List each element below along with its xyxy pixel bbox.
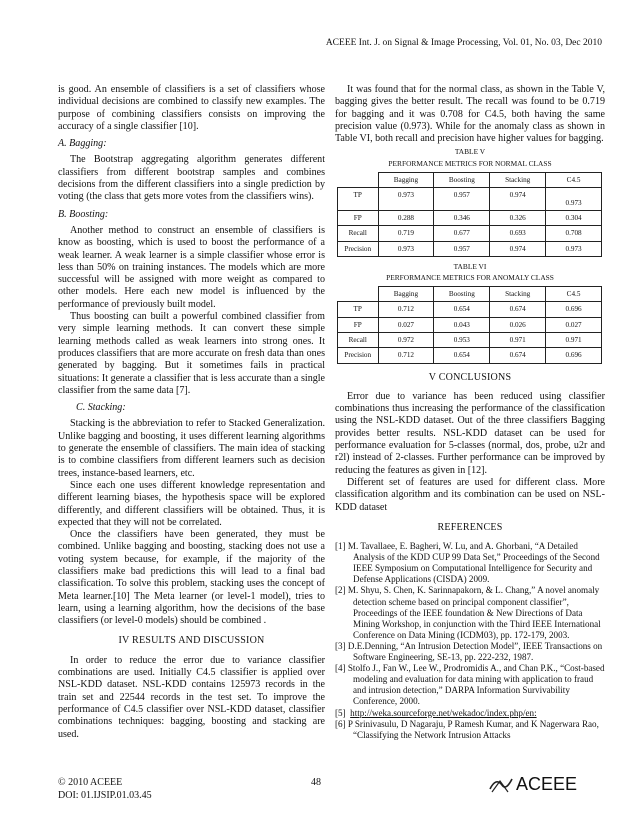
reference-item: [2] M. Shyu, S. Chen, K. Sarinnapakorn, & L. Chang,” A novel anomaly detection scheme based on principal component classifier”, Proceedings of the IEEE foundation & New Directions of Data Mining Workshop, in conjunction with the Third IEEE International Conference on Data Mining (ICDM03), pp. 172-179, 2003. <box>335 585 601 640</box>
table-cell: 0.712 <box>378 348 434 363</box>
reference-item: [6] P Srinivasulu, D Nagaraju, P Ramesh Kumar, and K Nagerwara Rao, “Classifying the Network Intrusion Attacks <box>335 718 599 740</box>
table-cell: 0.654 <box>434 348 490 363</box>
section-heading-results: IV RESULTS AND DISCUSSION <box>118 635 265 647</box>
table-cell: 0.677 <box>434 226 490 241</box>
table-header-cell: Bagging <box>378 172 434 187</box>
left-column <box>58 84 325 741</box>
logo-mark-icon <box>488 775 514 795</box>
table-row <box>338 187 602 210</box>
paragraph: It was found that for the normal class, as shown in the Table V, bagging gives the better result. The recall was found to be 0.719 for bagging and it was 0.708 for C4.5, both having the same precision value (0.973). While for the anomaly class as shown in Table VI, both recall and precision have higher values for bagging. <box>335 84 605 145</box>
row-label: FP <box>338 317 379 332</box>
table-header-cell: Boosting <box>434 172 490 187</box>
table-header-cell: Bagging <box>378 287 434 302</box>
table-cell: 0.043 <box>434 317 490 332</box>
reference-item: [4] Stolfo J., Fan W., Lee W., Prodromidis A., and Chan P.K., “Cost-based modeling and evaluation for data mining with application to fraud and intrusion detection,” DARPA Information Survivability Conference, 2000. <box>335 663 605 707</box>
table-row <box>338 241 602 256</box>
copyright: © 2010 ACEEE <box>58 777 123 788</box>
table-cell: 0.972 <box>378 332 434 347</box>
paragraph: is good. An ensemble of classifiers is a set of classifiers whose individual decisions are combined to classify new examples. The purpose of combining classifiers consists on improving the accuracy of a single classifier [10]. <box>58 84 325 132</box>
table-cell <box>546 187 602 210</box>
table-cell: 0.304 <box>546 210 602 225</box>
table-header-cell: C4.5 <box>546 172 602 187</box>
table-cell: 0.973 <box>378 241 434 256</box>
reference-link[interactable]: http://weka.sourceforge.net/wekadoc/index.php/en: <box>350 707 537 718</box>
table-number: TABLE VI <box>453 261 487 271</box>
table-corner-cell <box>338 287 379 302</box>
logo-text: ACEEE <box>516 774 578 794</box>
page-number: 48 <box>311 777 321 788</box>
subsection-heading-bagging: A. Bagging: <box>58 138 107 150</box>
row-label: Recall <box>338 226 379 241</box>
row-label: Precision <box>338 241 379 256</box>
table-row <box>338 317 602 332</box>
table-cell: 0.696 <box>546 348 602 363</box>
reference-item: [1] M. Tavallaee, E. Bagheri, W. Lu, and A. Ghorbani, “A Detailed Analysis of the KDD CUP 99 Data Set,” Proceedings of the Second IEEE Symposium on Computational Intelligence for Security and Defense Applications (CISDA) 2009. <box>335 541 600 585</box>
table-cell: 0.719 <box>378 226 434 241</box>
table-header-cell: Stacking <box>490 172 546 187</box>
table-cell: 0.693 <box>490 226 546 241</box>
footer <box>58 777 152 802</box>
paragraph: The Bootstrap aggregating algorithm generates different classifiers from different bootstrap samples and combines decisions from the different classifiers into a single prediction by voting (the class that gets more votes from the classifiers wins). <box>58 154 325 203</box>
table-row <box>338 226 602 241</box>
section-heading-references: REFERENCES <box>437 521 503 533</box>
row-label: FP <box>338 210 379 225</box>
paragraph: Thus boosting can built a powerful combined classifier from very simple learning methods. It can convert these simple learning methods called as weak learners into strong ones. It produces classifiers that are more accurate on fresh data than ones generated by bagging. But it sometimes fails in practical situations: It generate a classifier that is less accurate than a single classifier from the same data [7]. <box>58 311 325 396</box>
table-cell: 0.026 <box>490 317 546 332</box>
paragraph: Once the classifiers have been generated, they must be combined. Unlike bagging and boosting, stacking does not use a voting system because, for example, if the majority of the classifiers make bad predictions this will lead to a final bad classification. To solve this problem, stacking uses the concept of Meta learner.[10] The Meta learner (or level-1 model), tries to learn, using a learning algorithm, how the decisions of the base classifiers (or level-0 models) should be combined . <box>58 529 325 627</box>
table-cell: 0.973 <box>546 241 602 256</box>
aceee-logo <box>488 774 577 795</box>
table-cell: 0.027 <box>378 317 434 332</box>
table-header-cell: Stacking <box>490 287 546 302</box>
table-caption: PERFORMANCE METRICS FOR NORMAL CLASS <box>388 159 552 169</box>
table-header-cell: C4.5 <box>546 287 602 302</box>
table-cell: 0.712 <box>378 302 434 317</box>
table-normal-class <box>337 172 602 257</box>
table-header-cell: Boosting <box>434 287 490 302</box>
row-label: Recall <box>338 332 379 347</box>
table-caption: PERFORMANCE METRICS FOR ANOMALY CLASS <box>386 273 554 283</box>
paragraph: Different set of features are used for different class. More classification algorithm and its combination can be used on NSL-KDD dataset <box>335 476 605 513</box>
table-cell: 0.288 <box>378 210 434 225</box>
subsection-heading-stacking: C. Stacking: <box>76 402 126 414</box>
table-corner-cell <box>338 172 379 187</box>
running-head: ACEEE Int. J. on Signal & Image Processing, Vol. 01, No. 03, Dec 2010 <box>325 38 602 48</box>
paragraph: In order to reduce the error due to variance classifier combinations are used. Initially C4.5 classifier is applied over NSL-KDD dataset. NSL-KDD contains 125973 records in the train set and 22544 records in the test set. To improve the performance of C4.5 classifier over NSL-KDD dataset, classifier combinations techniques: bagging, boosting and stacking are used. <box>58 654 325 740</box>
paragraph: Stacking is the abbreviation to refer to Stacked Generalization. Unlike bagging and boosting, it uses different learning algorithms to generate the ensemble of classifiers. The main idea of stacking is to combine classifiers from different learners such as decision trees, instance-based learners, etc. <box>58 418 325 479</box>
table-cell-value: 0.973 <box>565 198 582 207</box>
table-row <box>338 332 602 347</box>
doi: DOI: 01.IJSIP.01.03.45 <box>58 789 152 801</box>
paragraph: Since each one uses different knowledge representation and different learning biases, the hypothesis space will be explored differently, and different classifiers will be obtained. Thus, it is expected that they will not be correlated. <box>58 479 325 528</box>
reference-list <box>335 541 605 741</box>
table-cell: 0.974 <box>490 187 546 210</box>
table-header-row <box>338 287 602 302</box>
table-cell: 0.674 <box>490 302 546 317</box>
subsection-heading-boosting: B. Boosting: <box>58 208 109 220</box>
table-anomaly-class <box>337 286 602 363</box>
table-cell: 0.957 <box>434 241 490 256</box>
table-row <box>338 210 602 225</box>
paragraph: Another method to construct an ensemble of classifiers is know as boosting, which is used to boost the performance of a weak learner. A weak learner is a simple classifier whose error is less than 50% on training instances. The models which are more successful will be assigned with more weight as compared to other models. Here each new model is influenced by the performance of previously built model. <box>58 224 325 310</box>
table-cell: 0.326 <box>490 210 546 225</box>
table-cell: 0.346 <box>434 210 490 225</box>
table-cell: 0.953 <box>434 332 490 347</box>
table-cell: 0.708 <box>546 226 602 241</box>
table-cell: 0.971 <box>490 332 546 347</box>
table-cell: 0.696 <box>546 302 602 317</box>
table-cell: 0.654 <box>434 302 490 317</box>
table-cell: 0.973 <box>378 187 434 210</box>
table-row <box>338 302 602 317</box>
row-label: TP <box>338 187 379 210</box>
paragraph: Error due to variance has been reduced using classifier combinations thus increasing the performance of the classification using the NSL-KDD dataset. Out of the three classifiers Bagging provides better results. NSL-KDD dataset can be used for performance evaluation for 5-classes (normal, dos, probe, u2r and r2l) instead of 2-classes. Further performance can be improved by reducing the features as given in [12]. <box>335 390 605 476</box>
row-label: TP <box>338 302 379 317</box>
table-header-row <box>338 172 602 187</box>
section-heading-conclusions: V CONCLUSIONS <box>428 371 512 383</box>
row-label: Precision <box>338 348 379 363</box>
reference-number: [5] <box>335 707 346 718</box>
reference-item <box>335 708 605 719</box>
table-number: TABLE V <box>454 147 486 157</box>
table-cell: 0.971 <box>546 332 602 347</box>
table-cell: 0.674 <box>490 348 546 363</box>
table-cell: 0.027 <box>546 317 602 332</box>
table-cell: 0.957 <box>434 187 490 210</box>
reference-item: [3] D.E.Denning, “An Intrusion Detection Model”, IEEE Transactions on Software Engineering, SE-13, pp. 222-232, 1987. <box>335 640 603 663</box>
table-row <box>338 348 602 363</box>
table-cell: 0.974 <box>490 241 546 256</box>
right-column <box>335 84 605 741</box>
